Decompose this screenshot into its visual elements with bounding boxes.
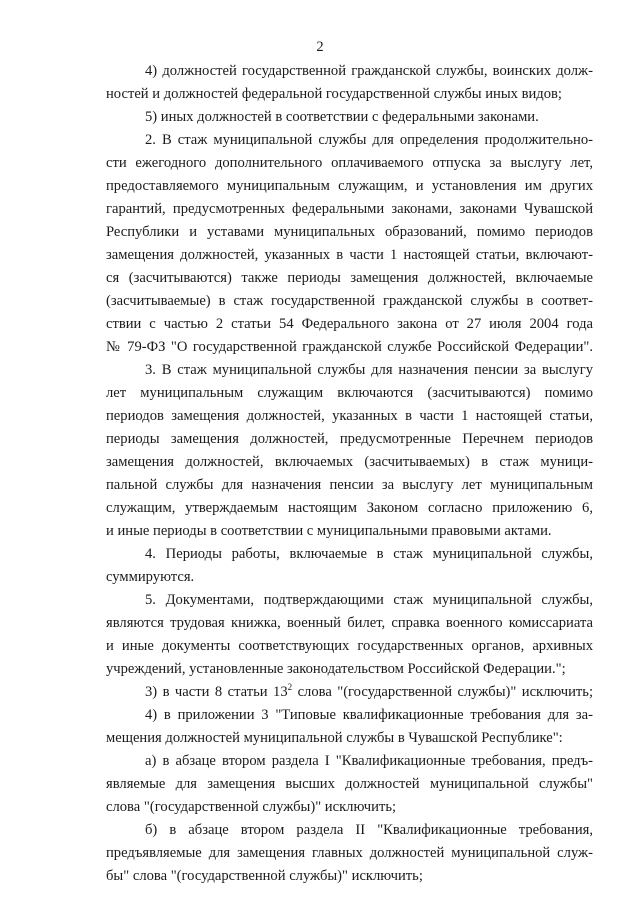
text-line: № 79-ФЗ "О государственной гражданской службе Российской Федерации". bbox=[106, 339, 593, 355]
text-line: пальной службы для назначения пенсии за выслугу лет муниципальным bbox=[106, 477, 593, 493]
text-line: 3. В стаж муниципальной службы для назначения пенсии за выслугу bbox=[145, 362, 593, 378]
text-line: предоставляемого муниципальным служащим, и установления им других bbox=[106, 178, 593, 194]
text-line: суммируются. bbox=[106, 569, 195, 585]
text-segment: слова "(государственной службы)" исключить; bbox=[292, 684, 594, 700]
text-line: ностей и должностей федеральной государственной службы иных видов; bbox=[106, 86, 562, 102]
text-line: 5. Документами, подтверждающими стаж муниципальной службы, bbox=[145, 592, 593, 608]
text-line: 4. Периоды работы, включаемые в стаж муниципальной службы, bbox=[145, 546, 593, 562]
text-line: замещения должностей, включаемых (засчитываемых) в стаж муници- bbox=[106, 454, 593, 470]
text-line: гарантий, предусмотренных федеральными законами, законами Чувашской bbox=[106, 201, 593, 217]
text-line: 4) в приложении 3 "Типовые квалификационные требования для за- bbox=[145, 707, 593, 723]
text-line: слова "(государственной службы)" исключить; bbox=[106, 799, 397, 815]
text-line: служащим, утверждаемым настоящим Законом согласно приложению 6, bbox=[106, 500, 593, 516]
text-line: ся (засчитываются) также периоды замещения должностей, включаемые bbox=[106, 270, 593, 286]
text-segment: 3) в части 8 статьи 13 bbox=[145, 684, 288, 700]
text-line: являются трудовая книжка, военный билет, справка военного комиссариата bbox=[106, 615, 593, 631]
text-line: лет муниципальным служащим включаются (засчитываются) помимо bbox=[106, 385, 593, 401]
text-line bbox=[145, 683, 593, 701]
text-line: мещения должностей муниципальной службы в Чувашской Республике": bbox=[106, 730, 563, 746]
text-line: (засчитываемые) в стаж государственной гражданской службы в соответ- bbox=[106, 293, 593, 309]
text-line: периодов замещения должностей, указанных в части 1 настоящей статьи, bbox=[106, 408, 593, 424]
text-line: бы" слова "(государственной службы)" исключить; bbox=[106, 868, 423, 884]
text-line: и иные документы соответствующих государственных органов, архивных bbox=[106, 638, 593, 654]
superscript: 2 bbox=[287, 682, 293, 692]
text-line: 2. В стаж муниципальной службы для определения продолжительно- bbox=[145, 132, 593, 148]
text-line: 5) иных должностей в соответствии с федеральными законами. bbox=[145, 109, 539, 125]
text-line: Республики и уставами муниципальных образований, помимо периодов bbox=[106, 224, 593, 240]
text-line: сти ежегодного дополнительного оплачиваемого отпуска за выслугу лет, bbox=[106, 155, 593, 171]
text-line: периоды замещения должностей, предусмотренные Перечнем периодов bbox=[106, 431, 593, 447]
text-line: б) в абзаце втором раздела II "Квалификационные требования, bbox=[145, 822, 593, 838]
text-line: учреждений, установленные законодательством Российской Федерации."; bbox=[106, 661, 566, 677]
text-line: и иные периоды в соответствии с муниципальными правовыми актами. bbox=[106, 523, 552, 539]
text-line: а) в абзаце втором раздела I "Квалификационные требования, предъ- bbox=[145, 753, 593, 769]
text-line: являемые для замещения высших должностей муниципальной службы" bbox=[106, 776, 593, 792]
text-line: ствии с частью 2 статьи 54 Федерального закона от 27 июля 2004 года bbox=[106, 316, 593, 332]
page-number: 2 bbox=[316, 39, 324, 55]
text-line: предъявляемые для замещения главных должностей муниципальной служ- bbox=[106, 845, 593, 861]
text-line: 4) должностей государственной гражданской службы, воинских долж- bbox=[145, 63, 593, 79]
text-line: замещения должностей, указанных в части 1 настоящей статьи, включают- bbox=[106, 247, 593, 263]
